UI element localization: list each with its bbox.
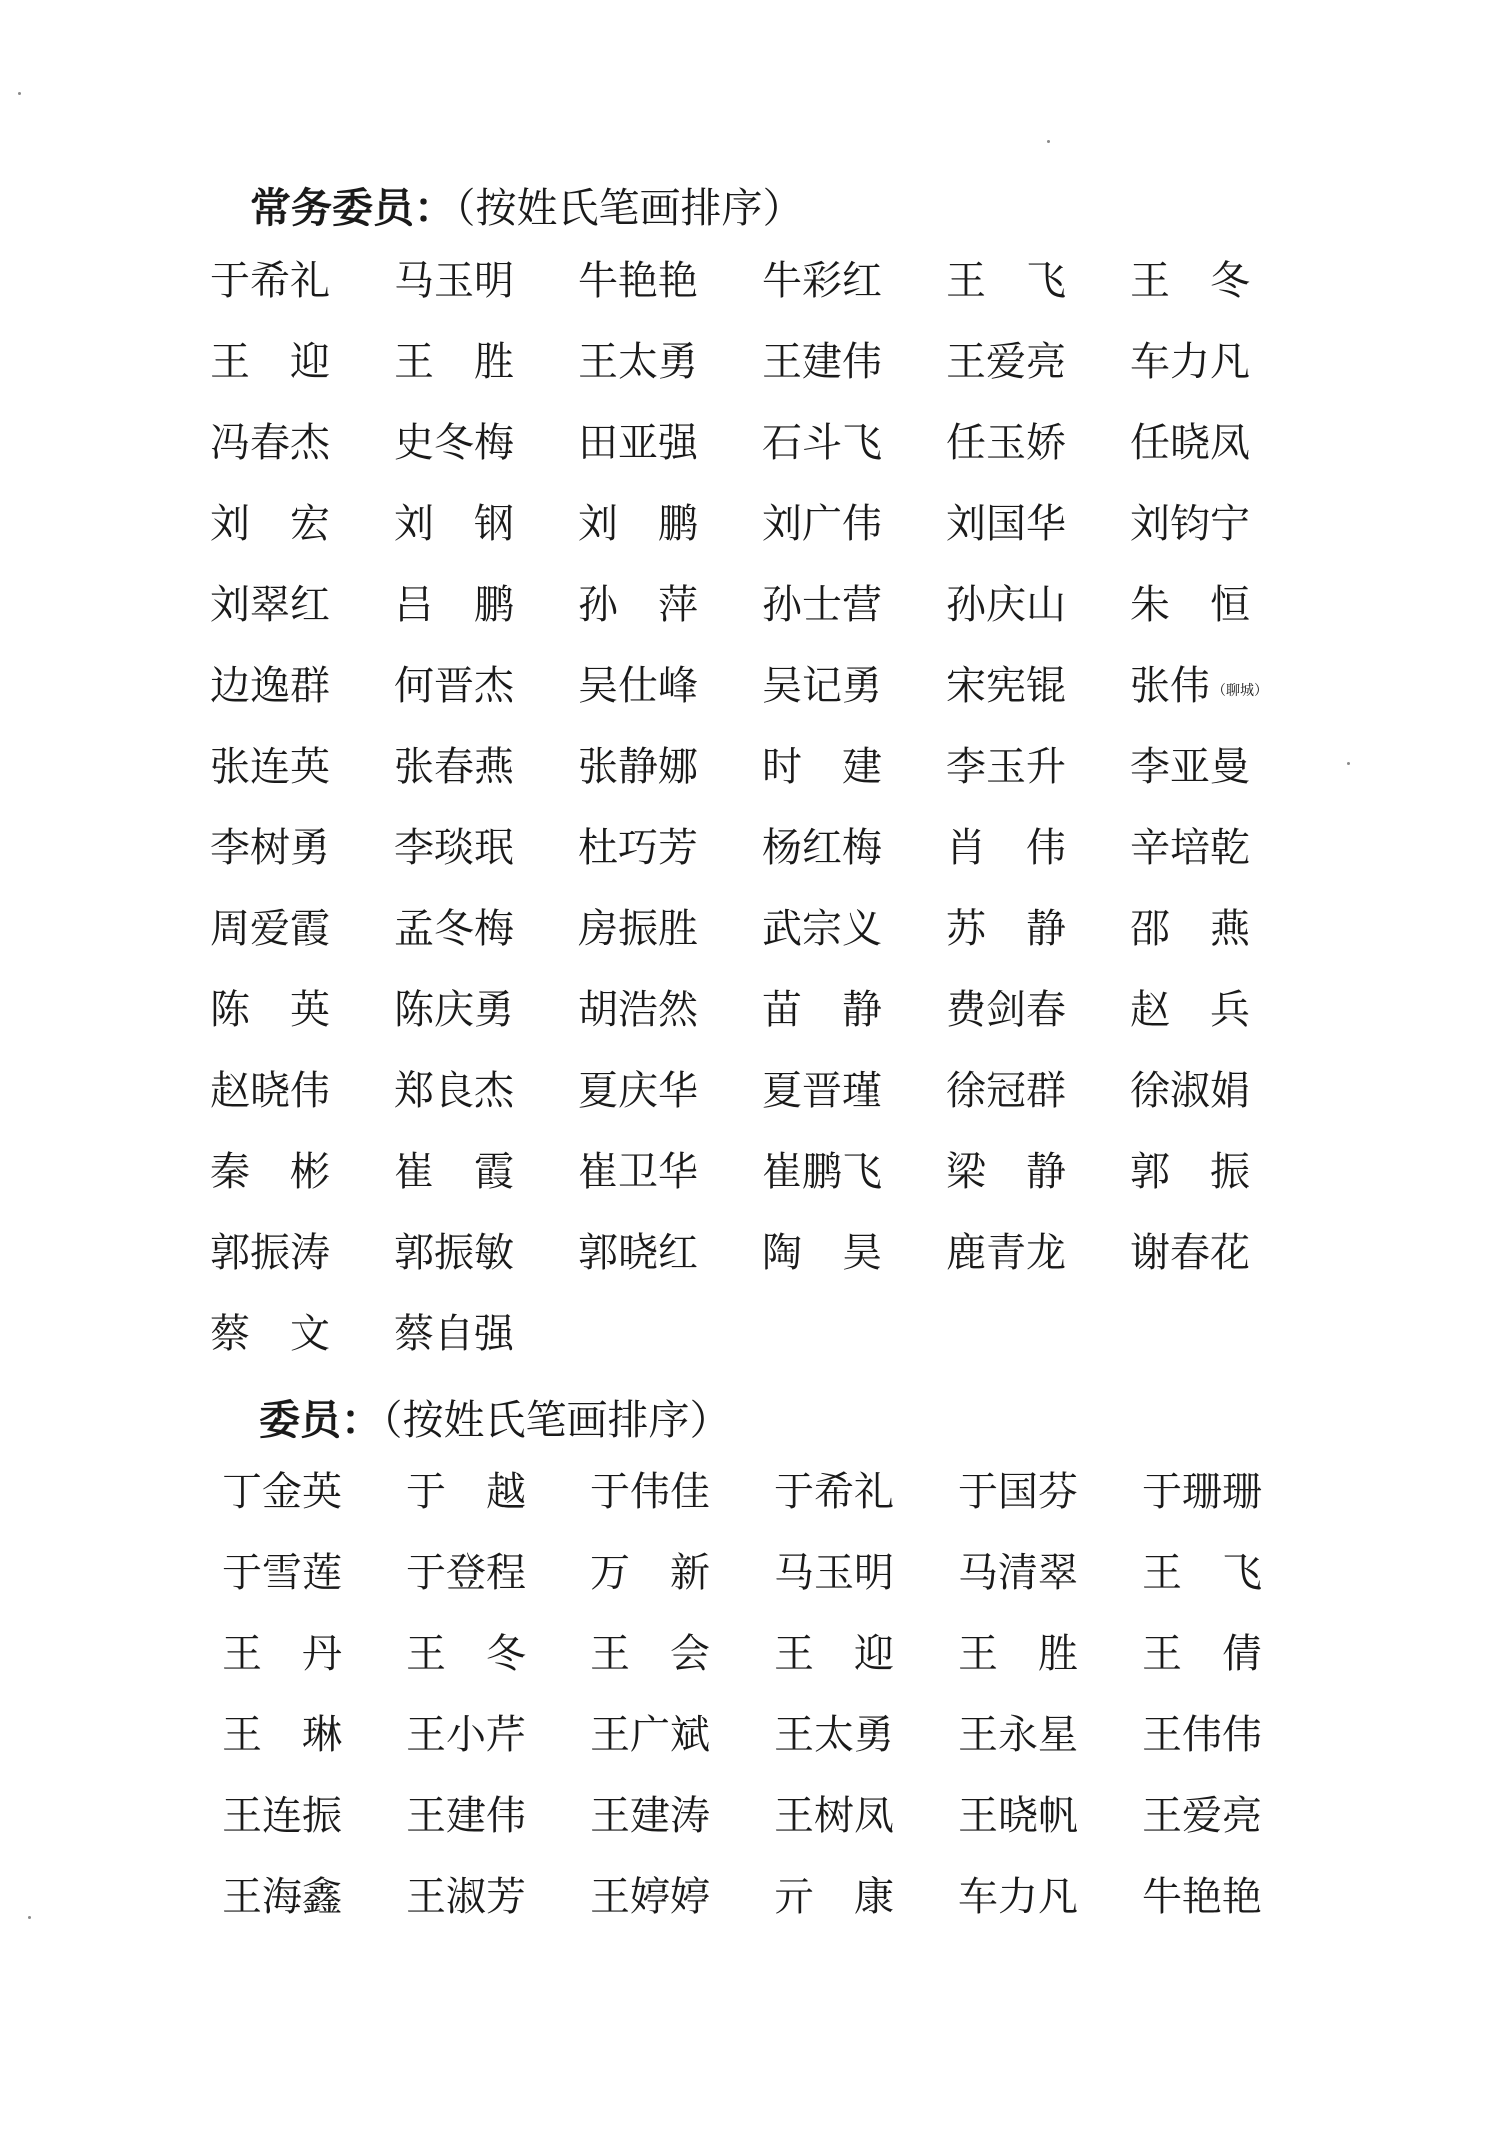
name-text: 冯春杰 (210, 420, 330, 466)
member-heading (259, 1394, 731, 1446)
given-name-char: 新 (670, 1550, 710, 1596)
name-text: 王树凤 (774, 1793, 894, 1839)
name-entry (210, 255, 330, 336)
name-entry (590, 1628, 710, 1709)
name-entry (222, 1709, 342, 1790)
surname-char: 赵 (1130, 987, 1170, 1033)
name-text: 牛彩红 (762, 258, 882, 304)
name-text: 郭晓红 (578, 1230, 698, 1276)
given-name-char: 建 (842, 744, 882, 790)
name-entry (394, 1308, 514, 1389)
given-name-char: 恒 (1210, 582, 1250, 628)
name-entry (762, 741, 882, 822)
standing-heading-title: 常务委员： (250, 184, 455, 232)
member-heading-title: 委员： (259, 1396, 382, 1444)
surname-char: 陶 (762, 1230, 802, 1276)
name-entry (946, 660, 1066, 741)
name-entry (1142, 1466, 1262, 1547)
name-entry (222, 1547, 342, 1628)
name-entry (1130, 1227, 1250, 1308)
name-text: 王广斌 (590, 1712, 710, 1758)
name-entry (1130, 1065, 1250, 1146)
name-entry (762, 1146, 882, 1227)
surname-char: 万 (590, 1550, 630, 1596)
name-text: 王太勇 (774, 1712, 894, 1758)
name-entry (762, 822, 882, 903)
name-text: 孙庆山 (946, 582, 1066, 628)
given-name-char: 宏 (290, 501, 330, 547)
name-entry (762, 984, 882, 1065)
surname-char: 刘 (210, 501, 250, 547)
name-entry (946, 1065, 1066, 1146)
name-entry (406, 1790, 526, 1871)
name-text: 谢春花 (1130, 1230, 1250, 1276)
name-entry (1130, 822, 1250, 903)
name-entry (578, 417, 698, 498)
name-entry (406, 1628, 526, 1709)
name-text: 郭振涛 (210, 1230, 330, 1276)
name-entry (946, 498, 1066, 579)
name-entry (394, 984, 514, 1065)
given-name-char: 英 (290, 987, 330, 1033)
name-text: 房振胜 (578, 906, 698, 952)
name-entry (590, 1871, 710, 1952)
name-entry (1130, 1146, 1250, 1227)
name-entry (222, 1466, 342, 1547)
name-entry (578, 1065, 698, 1146)
surname-char: 梁 (946, 1149, 986, 1195)
name-entry (590, 1466, 710, 1547)
name-entry (210, 1146, 330, 1227)
given-name-char: 康 (854, 1874, 894, 1920)
name-text: 边逸群 (210, 663, 330, 709)
name-text: 蔡自强 (394, 1311, 514, 1357)
name-text: 李玉升 (946, 744, 1066, 790)
surname-char: 王 (222, 1712, 262, 1758)
name-entry (394, 1227, 514, 1308)
name-text: 马玉明 (394, 258, 514, 304)
name-entry (774, 1790, 894, 1871)
given-name-char: 胜 (474, 339, 514, 385)
name-entry (774, 1466, 894, 1547)
name-entry (958, 1628, 1078, 1709)
name-entry (210, 822, 330, 903)
name-entry (1130, 417, 1250, 498)
name-text: 郭振敏 (394, 1230, 514, 1276)
given-name-char: 燕 (1210, 906, 1250, 952)
name-text: 张春燕 (394, 744, 514, 790)
name-text: 周爱霞 (210, 906, 330, 952)
name-entry (958, 1547, 1078, 1628)
standing-committee-name-grid (210, 255, 1314, 1389)
name-entry (394, 498, 514, 579)
surname-char: 王 (222, 1631, 262, 1677)
name-entry (946, 336, 1066, 417)
name-entry (394, 903, 514, 984)
name-text: 史冬梅 (394, 420, 514, 466)
name-entry (578, 903, 698, 984)
given-name-char: 文 (290, 1311, 330, 1357)
name-entry (946, 984, 1066, 1065)
name-entry (762, 1227, 882, 1308)
standing-heading-note: （按姓氏笔画排序） (455, 184, 804, 232)
name-text: 石斗飞 (762, 420, 882, 466)
name-text: 辛培乾 (1130, 825, 1250, 871)
name-entry (958, 1871, 1078, 1952)
name-text: 刘广伟 (762, 501, 882, 547)
name-entry (946, 1146, 1066, 1227)
name-text: 丁金英 (222, 1469, 342, 1515)
name-entry (210, 1308, 330, 1389)
name-text: 张伟 (1130, 663, 1210, 709)
name-entry (394, 579, 514, 660)
name-text: 王婷婷 (590, 1874, 710, 1920)
name-text: 费剑春 (946, 987, 1066, 1033)
name-text: 王小芹 (406, 1712, 526, 1758)
name-text: 牛艳艳 (578, 258, 698, 304)
name-entry (578, 498, 698, 579)
given-name-char: 昊 (842, 1230, 882, 1276)
given-name-char: 静 (842, 987, 882, 1033)
name-entry (394, 336, 514, 417)
name-text: 王晓帆 (958, 1793, 1078, 1839)
surname-char: 王 (210, 339, 250, 385)
surname-char: 时 (762, 744, 802, 790)
name-entry (590, 1709, 710, 1790)
name-text: 刘钧宁 (1130, 501, 1250, 547)
name-entry (394, 1146, 514, 1227)
name-entry (578, 579, 698, 660)
surname-char: 亓 (774, 1874, 814, 1920)
given-name-char: 会 (670, 1631, 710, 1677)
given-name-char: 飞 (1222, 1550, 1262, 1596)
name-text: 胡浩然 (578, 987, 698, 1033)
name-text: 王伟伟 (1142, 1712, 1262, 1758)
name-entry (590, 1547, 710, 1628)
name-entry (578, 255, 698, 336)
name-entry (406, 1871, 526, 1952)
surname-char: 肖 (946, 825, 986, 871)
name-entry (1142, 1547, 1262, 1628)
given-name-char: 迎 (290, 339, 330, 385)
given-name-char: 鹏 (658, 501, 698, 547)
surname-char: 刘 (394, 501, 434, 547)
name-entry (578, 660, 698, 741)
given-name-char: 胜 (1038, 1631, 1078, 1677)
name-annotation: （聊城） (1212, 683, 1268, 699)
scan-speck (18, 92, 21, 95)
name-entry (762, 1065, 882, 1146)
name-entry (394, 822, 514, 903)
given-name-char: 越 (486, 1469, 526, 1515)
surname-char: 王 (946, 258, 986, 304)
surname-char: 陈 (210, 987, 250, 1033)
given-name-char: 静 (1026, 1149, 1066, 1195)
name-entry (762, 660, 882, 741)
surname-char: 王 (774, 1631, 814, 1677)
name-text: 鹿青龙 (946, 1230, 1066, 1276)
surname-char: 王 (1130, 258, 1170, 304)
name-text: 王连振 (222, 1793, 342, 1839)
name-text: 于珊珊 (1142, 1469, 1262, 1515)
surname-char: 王 (958, 1631, 998, 1677)
name-text: 王淑芳 (406, 1874, 526, 1920)
name-entry (946, 741, 1066, 822)
scan-speck (1347, 762, 1350, 765)
name-entry (394, 1065, 514, 1146)
name-entry (578, 741, 698, 822)
name-entry (774, 1871, 894, 1952)
name-text: 张连英 (210, 744, 330, 790)
name-entry (958, 1709, 1078, 1790)
name-text: 崔卫华 (578, 1149, 698, 1195)
surname-char: 刘 (578, 501, 618, 547)
name-text: 崔鹏飞 (762, 1149, 882, 1195)
name-text: 陈庆勇 (394, 987, 514, 1033)
name-text: 刘翠红 (210, 582, 330, 628)
name-entry (946, 417, 1066, 498)
name-text: 马清翠 (958, 1550, 1078, 1596)
name-entry (394, 741, 514, 822)
name-entry (958, 1466, 1078, 1547)
name-entry (578, 1146, 698, 1227)
name-entry (394, 660, 514, 741)
given-name-char: 琳 (302, 1712, 342, 1758)
name-text: 马玉明 (774, 1550, 894, 1596)
standing-committee-heading (250, 182, 804, 234)
scan-speck (28, 1916, 31, 1919)
surname-char: 王 (406, 1631, 446, 1677)
name-text: 王永星 (958, 1712, 1078, 1758)
given-name-char: 静 (1026, 906, 1066, 952)
name-entry (1130, 255, 1250, 336)
given-name-char: 霞 (474, 1149, 514, 1195)
name-text: 李亚曼 (1130, 744, 1250, 790)
name-entry (210, 579, 330, 660)
given-name-char: 冬 (486, 1631, 526, 1677)
name-entry (222, 1790, 342, 1871)
name-entry (406, 1466, 526, 1547)
name-entry (578, 336, 698, 417)
name-entry (210, 498, 330, 579)
name-text: 于希礼 (210, 258, 330, 304)
name-entry (222, 1628, 342, 1709)
name-entry (222, 1871, 342, 1952)
surname-char: 郭 (1130, 1149, 1170, 1195)
surname-char: 王 (590, 1631, 630, 1677)
surname-char: 邵 (1130, 906, 1170, 952)
name-entry (762, 417, 882, 498)
name-entry (946, 822, 1066, 903)
name-text: 杨红梅 (762, 825, 882, 871)
name-text: 赵晓伟 (210, 1068, 330, 1114)
name-text: 任玉娇 (946, 420, 1066, 466)
name-entry (1130, 579, 1250, 660)
name-entry (210, 903, 330, 984)
name-text: 徐淑娟 (1130, 1068, 1250, 1114)
name-entry (210, 336, 330, 417)
name-text: 于伟佳 (590, 1469, 710, 1515)
name-text: 李树勇 (210, 825, 330, 871)
given-name-char: 丹 (302, 1631, 342, 1677)
name-entry (946, 579, 1066, 660)
name-entry (762, 579, 882, 660)
name-text: 车力凡 (1130, 339, 1250, 385)
name-entry (946, 903, 1066, 984)
surname-char: 孙 (578, 582, 618, 628)
name-text: 牛艳艳 (1142, 1874, 1262, 1920)
surname-char: 吕 (394, 582, 434, 628)
name-entry (762, 903, 882, 984)
name-text: 夏庆华 (578, 1068, 698, 1114)
name-entry (1130, 903, 1250, 984)
name-text: 郑良杰 (394, 1068, 514, 1114)
given-name-char: 伟 (1026, 825, 1066, 871)
member-name-grid (222, 1466, 1326, 1952)
given-name-char: 飞 (1026, 258, 1066, 304)
name-text: 吴仕峰 (578, 663, 698, 709)
name-entry (1130, 336, 1250, 417)
name-text: 孟冬梅 (394, 906, 514, 952)
name-text: 于雪莲 (222, 1550, 342, 1596)
name-entry (590, 1790, 710, 1871)
name-text: 刘国华 (946, 501, 1066, 547)
name-entry (1130, 498, 1250, 579)
name-entry (1142, 1709, 1262, 1790)
name-entry (1130, 660, 1268, 741)
name-entry (394, 255, 514, 336)
name-entry (406, 1547, 526, 1628)
surname-char: 蔡 (210, 1311, 250, 1357)
surname-char: 苏 (946, 906, 986, 952)
name-entry (958, 1790, 1078, 1871)
name-text: 王爱亮 (1142, 1793, 1262, 1839)
given-name-char: 彬 (290, 1149, 330, 1195)
name-entry (1130, 741, 1250, 822)
name-text: 夏晋瑾 (762, 1068, 882, 1114)
given-name-char: 钢 (474, 501, 514, 547)
name-entry (406, 1709, 526, 1790)
given-name-char: 振 (1210, 1149, 1250, 1195)
name-text: 田亚强 (578, 420, 698, 466)
surname-char: 王 (1142, 1631, 1182, 1677)
name-entry (210, 417, 330, 498)
name-text: 李琰珉 (394, 825, 514, 871)
name-entry (762, 255, 882, 336)
name-text: 王建伟 (762, 339, 882, 385)
name-entry (774, 1628, 894, 1709)
name-text: 王建伟 (406, 1793, 526, 1839)
surname-char: 王 (1142, 1550, 1182, 1596)
name-text: 何晋杰 (394, 663, 514, 709)
scan-speck (1047, 140, 1050, 143)
surname-char: 秦 (210, 1149, 250, 1195)
name-entry (394, 417, 514, 498)
name-entry (946, 1227, 1066, 1308)
surname-char: 崔 (394, 1149, 434, 1195)
name-text: 杜巧芳 (578, 825, 698, 871)
name-text: 王建涛 (590, 1793, 710, 1839)
given-name-char: 冬 (1210, 258, 1250, 304)
given-name-char: 鹏 (474, 582, 514, 628)
given-name-char: 迎 (854, 1631, 894, 1677)
surname-char: 于 (406, 1469, 446, 1515)
name-text: 吴记勇 (762, 663, 882, 709)
surname-char: 朱 (1130, 582, 1170, 628)
name-entry (210, 741, 330, 822)
name-entry (1130, 984, 1250, 1065)
name-text: 武宗义 (762, 906, 882, 952)
name-text: 孙士营 (762, 582, 882, 628)
name-entry (578, 822, 698, 903)
name-entry (774, 1547, 894, 1628)
name-text: 王太勇 (578, 339, 698, 385)
given-name-char: 兵 (1210, 987, 1250, 1033)
name-text: 王海鑫 (222, 1874, 342, 1920)
name-text: 王爱亮 (946, 339, 1066, 385)
name-text: 任晓凤 (1130, 420, 1250, 466)
name-entry (1142, 1790, 1262, 1871)
given-name-char: 萍 (658, 582, 698, 628)
name-text: 车力凡 (958, 1874, 1078, 1920)
name-text: 宋宪锟 (946, 663, 1066, 709)
name-entry (210, 1065, 330, 1146)
name-text: 于希礼 (774, 1469, 894, 1515)
name-text: 张静娜 (578, 744, 698, 790)
name-entry (578, 1227, 698, 1308)
name-entry (946, 255, 1066, 336)
name-entry (1142, 1871, 1262, 1952)
name-entry (210, 984, 330, 1065)
member-heading-note: （按姓氏笔画排序） (382, 1396, 731, 1444)
name-entry (210, 660, 330, 741)
surname-char: 苗 (762, 987, 802, 1033)
given-name-char: 倩 (1222, 1631, 1262, 1677)
name-entry (1142, 1628, 1262, 1709)
name-entry (774, 1709, 894, 1790)
name-text: 徐冠群 (946, 1068, 1066, 1114)
name-entry (578, 984, 698, 1065)
name-entry (762, 336, 882, 417)
name-entry (210, 1227, 330, 1308)
name-text: 于国芬 (958, 1469, 1078, 1515)
name-entry (762, 498, 882, 579)
name-text: 于登程 (406, 1550, 526, 1596)
surname-char: 王 (394, 339, 434, 385)
